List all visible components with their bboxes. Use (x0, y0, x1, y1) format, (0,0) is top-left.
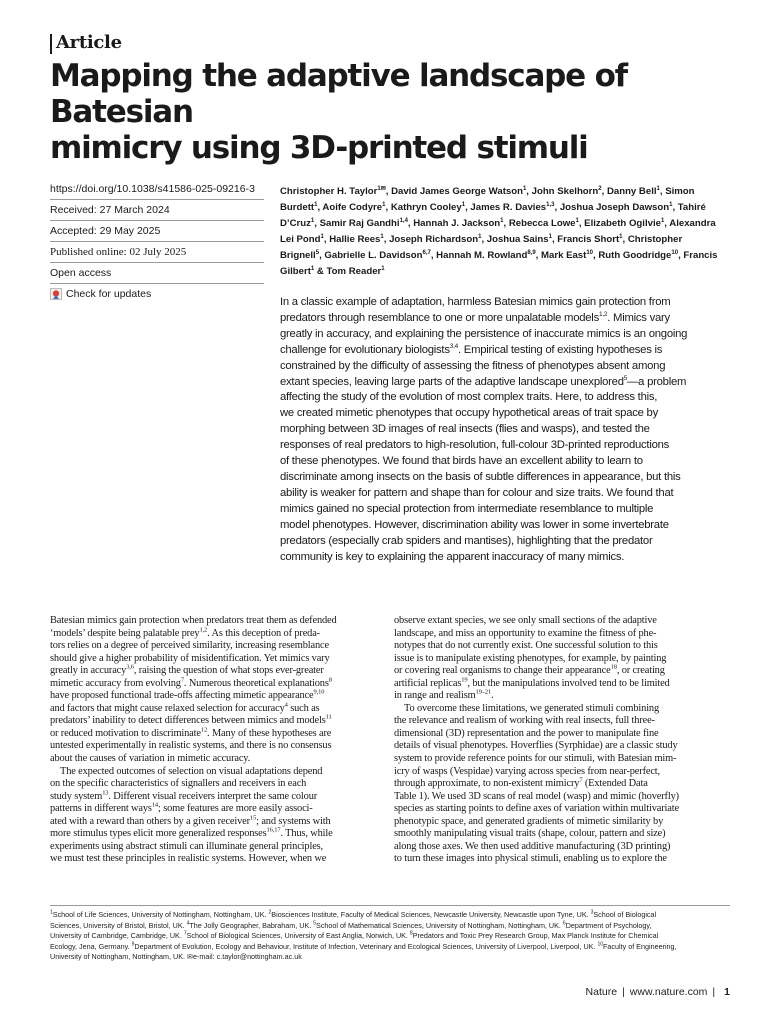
body-text-line: or reduced motivation to discriminate$^{12}$. Many of these hypotheses are (50, 726, 332, 739)
body-text-line: should give a higher probability of misidentification. Yet mimics vary (50, 652, 330, 664)
check-for-updates-label: Check for updates (66, 288, 152, 300)
body-text-line: and factors that might cause relaxed selection for accuracy$^4$ such as (50, 701, 320, 714)
abstract-line: discriminate among insects on the basis of subtle differences in appearance, but this (280, 470, 681, 483)
body-text-line: species as starting points to define axes of variation within multivariate (394, 803, 679, 815)
abstract-line: predators through resemblance to one or more unpalatable models$^{1,2}$. Mimics vary (280, 311, 670, 324)
body-text-line: To overcome these limitations, we generated stimuli combining (404, 702, 660, 714)
body-text-line: have proposed functional trade-offs affecting mimetic appearance$^{9,10}$ (50, 688, 325, 702)
abstract-line: community is key to explaining the apparent inaccuracy of many mimics. (280, 550, 625, 563)
body-text-line: greatly in accuracy$^{3,6}$, raising the question of what stops ever-greater (50, 663, 324, 677)
footnote-line: $^1$School of Life Sciences, University of Nottingham, Nottingham, UK. $^2$Biosciences Institute, Faculty of Medical Sciences, Newcastle University, Newcastle upon Tyne, UK. $^3$School of Biological (50, 909, 657, 919)
body-text-line: to turn these images into physical stimuli, enabling us to explore the (394, 853, 667, 865)
abstract-line: predators (especially crab spiders and mantises), highlighting that the predator (280, 534, 653, 547)
body-text-line: notypes that do not currently exist. One successful solution to this (394, 640, 658, 652)
body-text-line: ated with a reward than others by a given receiver$^{15}$; and systems with (50, 814, 331, 827)
journal-website-link[interactable]: www.nature.com (629, 986, 708, 998)
body-text-line: details of visual phenotypes. Hoverflies (Syrphidae) are a classic study (394, 740, 678, 752)
body-text-line: more stimulus types elicit more generalized responses$^{16,17}$. Thus, while (50, 826, 333, 840)
body-text-line: in range and realism$^{19-21}$. (394, 688, 494, 702)
body-text-line: study system$^{13}$. Different visual receivers interpret the same colour (50, 789, 318, 802)
title-line: mimicry using 3D-printed stimuli (50, 130, 588, 166)
abstract-line: extant species, leaving large parts of the adaptive landscape unexplored$^5$—a problem (280, 374, 687, 388)
accepted-date: Accepted: 29 May 2025 (50, 220, 264, 241)
title-line: Mapping the adaptive landscape of Batesian (50, 58, 627, 130)
abstract-line: ability is weaker for pattern and shape than for colour and size traits. We found that (280, 486, 674, 499)
footer-separator: | (622, 986, 625, 998)
body-column-right (394, 615, 730, 866)
abstract-line: responses of real predators to high-resolution, full-colour 3D-printed reproductions (280, 439, 670, 452)
body-text-line: we must test these principles in realistic systems. However, when we (50, 853, 327, 865)
body-text-line: issue is to manipulate existing phenotypes, for example, by painting (394, 652, 667, 664)
article-type-label: Article (56, 32, 122, 53)
received-date: Received: 27 March 2024 (50, 199, 264, 220)
body-text-line: mimetic accuracy from evolving$^7$. Numerous theoretical explanations$^8$ (50, 676, 332, 689)
check-for-updates-icon (50, 288, 62, 300)
body-text-line: along those axes. We then used additive manufacturing (3D printing) (394, 840, 671, 852)
abstract-line: In a classic example of adaptation, harmless Batesian mimics gain protection from (280, 296, 671, 308)
footnote-line: University of Nottingham, Nottingham, UK. ✉e-mail: c.taylor@nottingham.ac.uk (50, 952, 302, 962)
body-text-line: dimensional (3D) representation and the power to manipulate fine (394, 727, 659, 739)
body-text-line: smoothly manipulating visual traits (shape, colour, pattern and size) (394, 828, 666, 840)
body-text-line: ‘models’ despite being palatable prey$^{1,2}$. As this deception of preda- (50, 626, 320, 639)
abstract-line: constrained by the difficulty of assessing the fitness of phenotypes absent among (280, 359, 666, 372)
body-text-line: predators’ inability to detect differences between mimics and models$^{11}$ (50, 713, 332, 727)
body-text-line: Batesian mimics gain protection when predators treat them as defended (50, 615, 337, 626)
footnote-line: Sciences, University of Bristol, Bristol, UK. $^4$The Jolly Geographer, Babraham, UK. $^5$School of Mathematical Sciences, University of Nottingham, Nottingham, UK. $^6$Department of Psychology, (50, 920, 652, 930)
open-access-label: Open access (50, 262, 264, 283)
body-text-line: artificial replicas$^{19}$, but the manipulations involved tend to be limited (394, 676, 670, 689)
body-text-line: phenotypic space, and generated gradients of mimetic similarity by (394, 815, 664, 827)
author-list: Christopher H. Taylor$^{1✉}$, David James George Watson$^1$, John Skelhorn$^2$, Danny Bell$^1$, Simon Burdett$^1$, Aoife Codyre$^1$, Kathryn Cooley$^1$, James R. Davies$^{1,3}$, Joshua Joseph Dawson$^1$, Tahiré D’Cruz$^1$, Samir Raj Gandhi$^{1,4}$, Hannah J. Jackson$^1$, Rebecca Lowe$^1$, Elizabeth Ogilvie$^1$, Alexandra Lei Pond$^1$, Hallie Rees$^1$, Joseph Richardson$^1$, Joshua Sains$^1$, Francis Short$^1$, Christopher Brignell$^5$, Gabrielle L. Davidson$^{6,7}$, Hannah M. Rowland$^{8,9}$, Mark East$^{10}$, Ruth Goodridge$^{10}$, Francis Gilbert$^1$ & Tom Reader$^1$ (280, 186, 718, 278)
body-text-line: experiments using abstract stimuli can illuminate general principles, (50, 840, 324, 852)
abstract-line: mimics gained no special protection from intermediate resemblance to multiple (280, 502, 654, 515)
page-number: 1 (724, 986, 730, 998)
footnote-line: University of Cambridge, Cambridge, UK. $^7$School of Biological Sciences, University of East Anglia, Norwich, UK. $^8$Predators and Toxic Prey Research Group, Max Planck Institute for Chemical (50, 930, 659, 941)
body-text-line: The expected outcomes of selection on visual adaptations depend (60, 765, 323, 777)
abstract-line: challenge for evolutionary biologists$^{3,4}$. Empirical testing of existing hypotheses is (280, 342, 663, 356)
journal-name: Nature (585, 986, 618, 998)
abstract-line: of these phenotypes. We found that birds have an excellent ability to learn to (280, 455, 643, 468)
body-text-line: untested experimentally in realistic systems, and there is no consensus (50, 740, 332, 752)
abstract-line: model phenotypes. However, discrimination ability was lower in some invertebrate (280, 518, 669, 531)
footnote-line: Ecology, Jena, Germany. $^9$Department of Evolution, Ecology and Behaviour, Institute of Infection, Veterinary and Ecological Sciences, University of Liverpool, Liverpool, UK. $^{10}$Faculty of Engineering, (50, 941, 677, 951)
body-text-line: or covering real organisms to change their appearance$^{18}$, or creating (394, 663, 665, 677)
abstract-line: greatly in accuracy, and explaining the persistence of inaccurate mimics is an ongoing (280, 327, 688, 340)
body-text-line: on the specific characteristics of signallers and receivers in each (50, 778, 307, 790)
body-text-line: landscape, and miss an opportunity to examine the fitness of phe- (394, 627, 657, 639)
article-title (50, 58, 740, 166)
body-text-line: Table 1). We used 3D scans of real model (wasp) and mimic (hoverfly) (394, 790, 679, 802)
abstract-line: affecting the study of the evolution of most complex traits. Here, to address this, (280, 391, 658, 404)
body-text-line: tors relies on a degree of perceived similarity, increasing resemblance (50, 640, 329, 652)
body-text-line: through approximate, to non-existent mimicry$^7$ (Extended Data (394, 776, 648, 790)
affiliation-footnotes (50, 905, 730, 963)
body-text-line: patterns in different ways$^{14}$; some features are more easily associ- (50, 801, 313, 815)
article-metadata-sidebar (50, 183, 264, 304)
abstract-line: morphing between 3D images of real insects (flies and wasps), and tested the (280, 423, 650, 436)
abstract-line: we created mimetic phenotypes that occupy hypothetical areas of trait space by (280, 407, 658, 420)
doi-link[interactable]: https://doi.org/10.1038/s41586-025-09216-3 (50, 183, 255, 195)
footer-separator: | (712, 986, 716, 998)
body-text-line: the relevance and realism of working with real insects, full three- (394, 715, 655, 727)
body-text-line: system to provide reference points for our stimuli, with Batesian mim- (394, 753, 677, 765)
published-date: Published online: 02 July 2025 (50, 241, 264, 262)
body-text-line: icry of wasps (Vespidae) varying across species from near-perfect, (394, 765, 660, 777)
body-column-left (50, 615, 384, 866)
body-text-line: about the causes of variation in mimetic accuracy. (50, 753, 251, 765)
abstract (280, 295, 730, 565)
page-footer (586, 986, 730, 998)
body-text-line: observe extant species, we see only small sections of the adaptive (394, 615, 657, 626)
check-for-updates-button[interactable] (50, 283, 264, 304)
